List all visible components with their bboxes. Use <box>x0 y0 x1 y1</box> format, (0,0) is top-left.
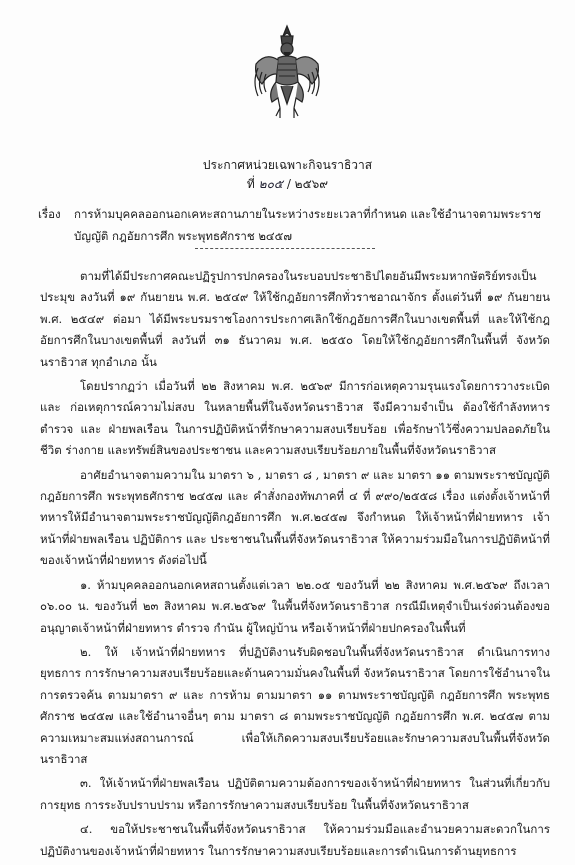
list-item-curfew: ๑. ห้ามบุคคลออกนอกเคหสถานตั้งแต่เวลา ๒๒.๐๕ ของวันที่ ๒๒ สิงหาคม พ.ศ.๒๕๖๙ ถึงเวลา ๐๖.๐๐ น. ของวันที่ ๒๓ สิงหาคม พ.ศ.๒๕๖๙ ในพื้นที่จังหวัดนราธิวาส กรณีมีเหตุจำเป็นเร่งด่วนต้องขออนุญาตเจ้าหน้าที่ฝ่ายทหาร ตำรวจ กำนัน ผู้ใหญ่บ้าน หรือเจ้าหน้าที่ฝ่ายปกครองในพื้นที่ <box>40 577 550 635</box>
subject-text: การห้ามบุคคลออกนอกเคหะสถานภายในระหว่างระยะเวลาที่กำหนด และใช้อำนาจตามพระราชบัญญัติ กฎอัยการศึก พระพุทธศักราช ๒๔๕๗ <box>74 207 541 243</box>
paragraph-authority: อาศัยอำนาจตามความใน มาตรา ๖ , มาตรา ๘ , มาตรา ๙ และ มาตรา ๑๑ ตามพระราชบัญญัติ กฎอัยการศึก พระพุทธศักราช ๒๔๕๗ และ คำสั่งกองทัพภาคที่ ๔ ที่ ๙๙๐/๒๕๕๘ เรื่อง แต่งตั้งเจ้าหน้าที่ทหารให้มีอำนาจตามพระราชบัญญัติกฎอัยการศึก พ.ศ.๒๔๕๗ จึงกำหนด ให้เจ้าหน้าที่ฝ่ายทหาร เจ้าหน้าที่ฝ่ายพลเรือน ปฏิบัติการ และ ประชาชนในพื้นที่จังหวัดนราธิวาส ให้ความร่วมมือในการปฏิบัติหน้าที่ของเจ้าหน้าที่ฝ่ายทหาร ดังต่อไปนี้ <box>40 467 550 568</box>
number-suffix: / ๒๕๖๙ <box>286 177 329 191</box>
number-prefix: ที่ <box>246 177 255 191</box>
subject-label: เรื่อง <box>38 207 61 221</box>
paragraph-background: ตามที่ได้มีประกาศคณะปฏิรูปการปกครองในระบอบประชาธิปไตยอันมีพระมหากษัตริย์ทรงเป็นประมุข ลงวันที่ ๑๙ กันยายน พ.ศ. ๒๕๔๙ ให้ใช้กฎอัยการศึกทั่วราชอาณาจักร ตั้งแต่วันที่ ๑๙ กันยายน พ.ศ. ๒๕๔๙ ต่อมา ได้มีพระบรมราชโองการประกาศเลิกใช้กฎอัยการศึกในบางเขตพื้นที่ และให้ใช้กฎอัยการศึกในบางเขตพื้นที่ ลงวันที่ ๓๑ ธันวาคม พ.ศ. ๒๕๕๐ โดยให้ใช้กฎอัยการศึกในพื้นที่ จังหวัดนราธิวาส ทุกอำเภอ นั้น <box>40 269 550 369</box>
subject-block <box>38 203 548 247</box>
agency-title: ประกาศหน่วยเฉพาะกิจนราธิวาส <box>202 158 373 172</box>
document-body <box>40 266 550 865</box>
document-number <box>0 176 575 192</box>
divider-line <box>195 248 375 249</box>
paragraph-incident: โดยปรากฏว่า เมื่อวันที่ ๒๒ สิงหาคม พ.ศ. ๒๕๖๙ มีการก่อเหตุความรุนแรงโดยการวางระเบิด และ ก่อเหตุการณ์ความไม่สงบ ในหลายพื้นที่ในจังหวัดนราธิวาส จึงมีความจำเป็น ต้องใช้กำลังทหาร ตำรวจ และ ฝ่ายพลเรือน ในการปฏิบัติหน้าที่รักษาความสงบเรียบร้อย เพื่อรักษาไว้ซึ่งความปลอดภัยในชีวิต ร่างกาย และทรัพย์สินของประชาชน และความสงบเรียบร้อยภายในพื้นที่จังหวัดนราธิวาส <box>40 379 550 458</box>
list-item-military-operations: ๒. ให้ เจ้าหน้าที่ฝ่ายทหาร ที่ปฏิบัติงานรับผิดชอบในพื้นที่จังหวัดนราธิวาส ดำเนินการทางยุทธการ การรักษาความสงบเรียบร้อยและด้านความมั่นคงในพื้นที่ จังหวัดนราธิวาส โดยการใช้อำนาจในการตรวจค้น ตามมาตรา ๙ และ การห้าม ตามมาตรา ๑๑ ตามพระราชบัญญัติ กฎอัยการศึก พระพุทธศักราช ๒๔๕๗ และใช้อำนาจอื่นๆ ตาม มาตรา ๘ ตามพระราชบัญญัติ กฎอัยการศึก พ.ศ. ๒๔๕๗ ตามความเหมาะสมแห่งสถานการณ์ เพื่อให้เกิดความสงบเรียบร้อยและรักษาความสงบในพื้นที่จังหวัดนราธิวาส <box>40 644 550 766</box>
list-item-civil-officials: ๓. ให้เจ้าหน้าที่ฝ่ายพลเรือน ปฏิบัติตามความต้องการของเจ้าหน้าที่ฝ่ายทหาร ในส่วนที่เกี่ยวกับการยุทธ การระงับปราบปราม หรือการรักษาความสงบเรียบร้อย ในพื้นที่จังหวัดนราธิวาส <box>40 776 550 812</box>
handwritten-number: ๒๐๕ <box>258 177 283 191</box>
garuda-emblem <box>248 22 326 122</box>
list-item-public-cooperation: ๔. ขอให้ประชาชนในพื้นที่จังหวัดนราธิวาส ให้ความร่วมมือและอำนวยความสะดวกในการปฏิบัติงานของเจ้าหน้าที่ฝ่ายทหาร ในการรักษาความสงบเรียบร้อยและการดำเนินการด้านยุทธการ <box>40 822 550 858</box>
